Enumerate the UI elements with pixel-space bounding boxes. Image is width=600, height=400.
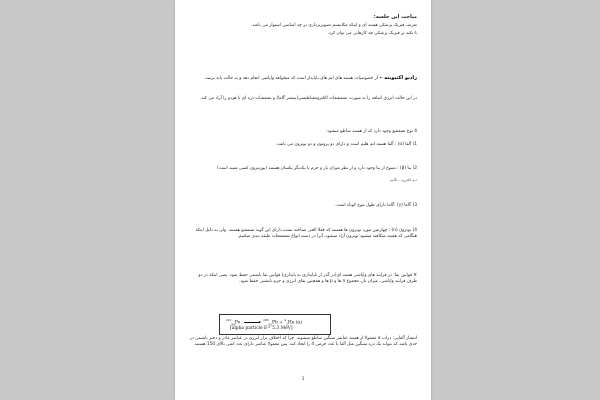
- daughter-nuclide: Pb: [272, 320, 278, 326]
- radioactivity-paragraph: [189, 75, 417, 82]
- parent-nuclide: Po: [234, 320, 241, 326]
- intro-line-1: تعریف فیزیک پزشکی هسته ای و اینکه مکانیسم تصویربرداری بر چه اساسی استوار می باشد.: [251, 23, 417, 28]
- gamma-line: 3) گاما (γ) :گاما دارای طول موج کوتاه است.: [335, 203, 417, 208]
- conservation-laws-paragraph: [189, 273, 417, 285]
- parent-mass: 210: [226, 318, 232, 322]
- intro-line-2: با تکیه بر فیزیک پزشکی چه کارهایی می توان کرد.: [327, 31, 417, 36]
- energy-paragraph: در این حالت انرژی اضافه را به صورت تشعشعات الکترومغناطیسی(بیشتر گاما) و تشعشات ذره ای یا هردو را آزاد می کند.: [199, 96, 417, 101]
- beta-line: 2) بتا (β) : متنوع از بتا وجود دارد و از نظر میزان بار و جرم با یکدیگر یکسان هستند (پوزیترون کسی شبیه است): [217, 166, 417, 171]
- page-heading: مباحث این جلسه:: [373, 14, 417, 20]
- alpha-emission-paragraph: انتشار آلفایی: ذرات α معمولا از هسته عناصر سنگین ساطع میشوند. چرا که اختلاف تراز انرژی در عناصر مادر و دختر بایستی در حدی باشد که بتواند یک ذره سنگین مثل آلفا با عدد جرمی 4 را ایجاد کند. پس معمولا عناصر دارای عدد اتمی بالای 150 هستند.: [189, 336, 417, 348]
- daughter-mass: 206: [263, 318, 269, 322]
- daughter-atomic: 82: [268, 322, 273, 327]
- parent-atomic: 84: [231, 322, 235, 327]
- plus-sign: +: [279, 320, 283, 326]
- cross-mark-icon: ✕: [413, 273, 417, 278]
- four-types-line: 4 نوع تشعشع وجود دارد که از هسته ساطع میشود:: [325, 129, 417, 134]
- alpha-symbol: He (α): [287, 320, 303, 326]
- alpha-line: 1) آلفا (α) : آلفا هسته اتم هلیم است و دارای دو پروتون و دو نوترون می باشد.: [276, 142, 417, 147]
- radioactivity-definition: ← از خصوصیات هسته های اتم های ناپایدار است که میخواهد واپاشی انجام دهد و به حالت پایه برسد.: [203, 76, 383, 81]
- alpha-atomic: 2: [286, 322, 288, 327]
- arrow-icon: [244, 322, 260, 323]
- alpha-mass: 4: [284, 318, 287, 322]
- alpha-energy-note: [alpha particle E= 5.3 MeV]: [230, 326, 293, 331]
- conservation-laws-text: قوانین بقا: در فرایند های واپاشی هسته ای(در گذر از ناپایداری به پایداری) قوانین بقا بایستی حفظ شود. یعنی اینکه در دو طرف فرایند واپاشی، میزان بار، مجموع n ها و p ها و همچنین بقای انرژی و جرم بایستی حفظ شود.: [198, 273, 417, 285]
- beta-subnote: دیم الکترون - نگاتیو: [390, 178, 417, 182]
- neutron-paragraph: 4) نوترون (n) : چهارمین مورد نوترون ها هستند که فعلا الحی شناخته نشده دارای این گونه تشعشع هستند. ولی به دلیل اینکه هنگامی که هسته شکافته میشود نوترون آزاد میشود، آنرا در دسته انواع تشعشعات طبقه بندی میکنیم.: [195, 228, 417, 240]
- document-page: [175, 0, 431, 400]
- page-number: 1: [301, 377, 305, 382]
- decay-equation-box: [219, 314, 331, 335]
- radioactivity-term: رادیو اکتیویته: [384, 75, 417, 81]
